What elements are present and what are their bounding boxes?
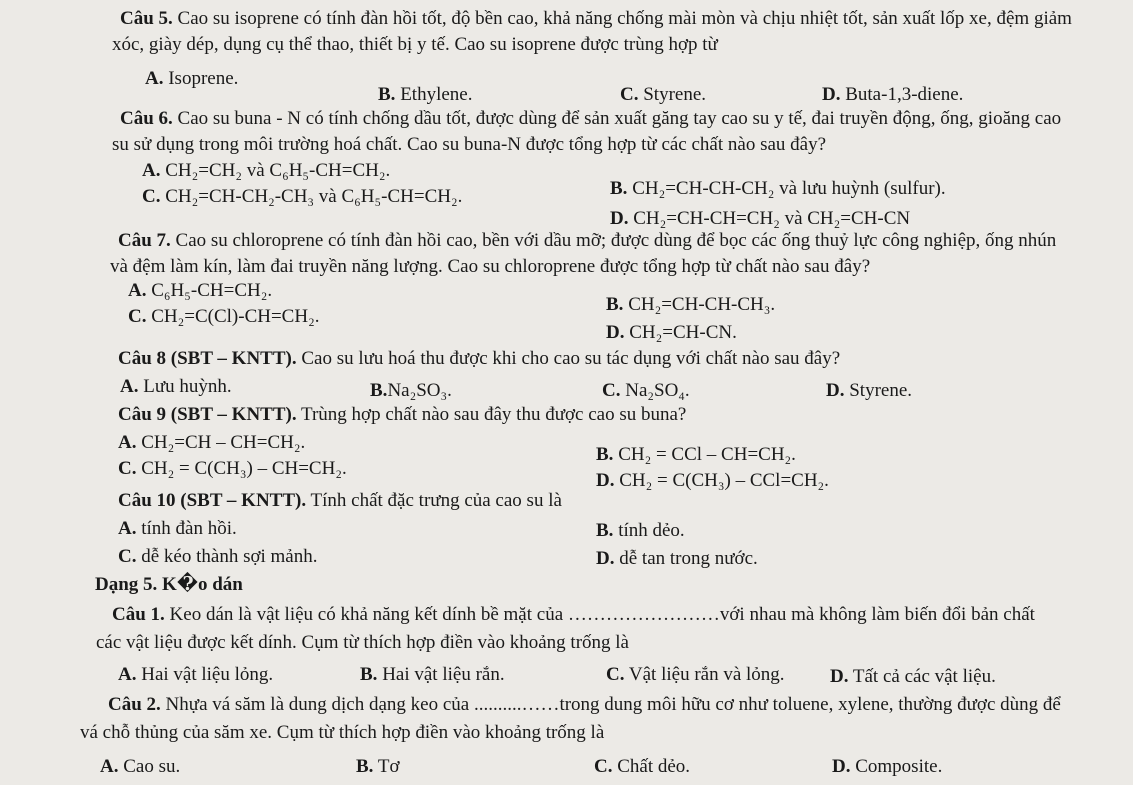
- q10-option-d: D. dễ tan trong nước.: [596, 548, 758, 569]
- q7-option-b: B. CH₂=CH-CH-CH₃.: [606, 294, 776, 315]
- q5-stem-line1: [120, 8, 1072, 30]
- k1-stem-line2: các vật liệu được kết dính. Cụm từ thích hợp điền vào khoảng trống là: [96, 632, 629, 653]
- q9-option-d: D. CH₂ = C(CH₃) – CCl=CH₂.: [596, 470, 829, 491]
- k2-option-d: D. Composite.: [832, 756, 943, 777]
- q9-stem-text1: Trùng hợp chất nào sau đây thu được cao su buna?: [296, 404, 687, 425]
- q10-stem-text1: Tính chất đặc trưng của cao su là: [306, 490, 562, 511]
- q6-option-a: A. CH₂=CH₂ và C₆H₅-CH=CH₂.: [142, 160, 391, 181]
- k1-option-b: B. Hai vật liệu rắn.: [360, 664, 505, 685]
- q8-label: Câu 8 (SBT – KNTT).: [118, 348, 297, 369]
- section-heading: Dạng 5. K�o dán: [95, 574, 243, 595]
- k1-label: Câu 1.: [112, 604, 165, 625]
- q7-option-c: C. CH₂=C(Cl)-CH=CH₂.: [128, 306, 320, 327]
- q6-label: Câu 6.: [120, 108, 173, 129]
- q8-option-b: B.Na₂SO₃.: [370, 380, 452, 401]
- k2-stem-line1: [108, 694, 1061, 716]
- k1-stem-line1: [112, 604, 1035, 626]
- k1-option-c: C. Vật liệu rắn và lỏng.: [606, 664, 785, 685]
- q5-option-d: D. Buta-1,3-diene.: [822, 84, 964, 105]
- k2-option-b: B. Tơ: [356, 756, 400, 777]
- q8-option-a: A. Lưu huỳnh.: [120, 376, 232, 397]
- q6-stem-line1: [120, 108, 1061, 130]
- q8-stem: [118, 348, 840, 370]
- q7-stem-text1: Cao su chloroprene có tính đàn hồi cao, bền với dầu mỡ; được dùng để bọc các ống thuỷ lực công nghiệp, ống nhún: [170, 230, 1057, 251]
- k2-option-c: C. Chất dẻo.: [594, 756, 691, 777]
- q10-option-a: A. tính đàn hồi.: [118, 518, 237, 539]
- k2-option-a: A. Cao su.: [100, 756, 181, 777]
- q8-stem-text1: Cao su lưu hoá thu được khi cho cao su tác dụng với chất nào sau đây?: [296, 348, 841, 369]
- q5-stem-line2: xóc, giày dép, dụng cụ thể thao, thiết bị y tế. Cao su isoprene được trùng hợp từ: [112, 34, 718, 55]
- q6-option-b: B. CH₂=CH-CH-CH₂ và lưu huỳnh (sulfur).: [610, 178, 946, 199]
- q7-option-a: A. C₆H₅-CH=CH₂.: [128, 280, 273, 301]
- q5-option-b: B. Ethylene.: [378, 84, 473, 105]
- k1-stem-text1: Keo dán là vật liệu có khả năng kết dính bề mặt của ……………………với nhau mà không làm biến đổi bản chất: [164, 604, 1035, 625]
- q5-label: Câu 5.: [120, 8, 173, 29]
- q9-option-c: C. CH₂ = C(CH₃) – CH=CH₂.: [118, 458, 347, 479]
- q10-label: Câu 10 (SBT – KNTT).: [118, 490, 307, 511]
- k2-stem-line2: vá chỗ thủng của săm xe. Cụm từ thích hợp điền vào khoảng trống là: [80, 722, 605, 743]
- q5-option-c: C. Styrene.: [620, 84, 707, 105]
- q10-option-b: B. tính dẻo.: [596, 520, 685, 541]
- q7-stem-line2: và đệm làm kín, làm đai truyền năng lượng. Cao su chloroprene được tổng hợp từ chất nào sau đây?: [110, 256, 871, 277]
- q9-option-b: B. CH₂ = CCl – CH=CH₂.: [596, 444, 796, 465]
- q9-label: Câu 9 (SBT – KNTT).: [118, 404, 297, 425]
- q6-option-c: C. CH₂=CH-CH₂-CH₃ và C₆H₅-CH=CH₂.: [142, 186, 463, 207]
- q9-stem: [118, 404, 686, 426]
- q6-option-d: D. CH₂=CH-CH=CH₂ và CH₂=CH-CN: [610, 208, 911, 229]
- q5-option-a: A. Isoprene.: [145, 68, 239, 89]
- k1-option-a: A. Hai vật liệu lỏng.: [118, 664, 274, 685]
- q8-option-c: C. Na₂SO₄.: [602, 380, 690, 401]
- k2-label: Câu 2.: [108, 694, 161, 715]
- q10-stem: [118, 490, 562, 512]
- q5-stem-text1: Cao su isoprene có tính đàn hồi tốt, độ bền cao, khả năng chống mài mòn và chịu nhiệt tốt, sản xuất lốp xe, đệm giảm: [172, 8, 1072, 29]
- q6-stem-text1: Cao su buna - N có tính chống dầu tốt, được dùng để sản xuất găng tay cao su y tế, đai truyền động, ống, gioăng cao: [172, 108, 1062, 129]
- q7-stem-line1: [118, 230, 1056, 252]
- q7-option-d: D. CH₂=CH-CN.: [606, 322, 737, 343]
- k1-option-d: D. Tất cả các vật liệu.: [830, 666, 996, 687]
- q8-option-d: D. Styrene.: [826, 380, 913, 401]
- q7-label: Câu 7.: [118, 230, 171, 251]
- q9-option-a: A. CH₂=CH – CH=CH₂.: [118, 432, 306, 453]
- k2-stem-text1: Nhựa vá săm là dung dịch dạng keo của ..........……trong dung môi hữu cơ như toluene, xylene, thường được dùng để: [160, 694, 1061, 715]
- q6-stem-line2: su sử dụng trong môi trường hoá chất. Cao su buna-N được tổng hợp từ các chất nào sau đây?: [112, 134, 827, 155]
- q10-option-c: C. dễ kéo thành sợi mảnh.: [118, 546, 318, 567]
